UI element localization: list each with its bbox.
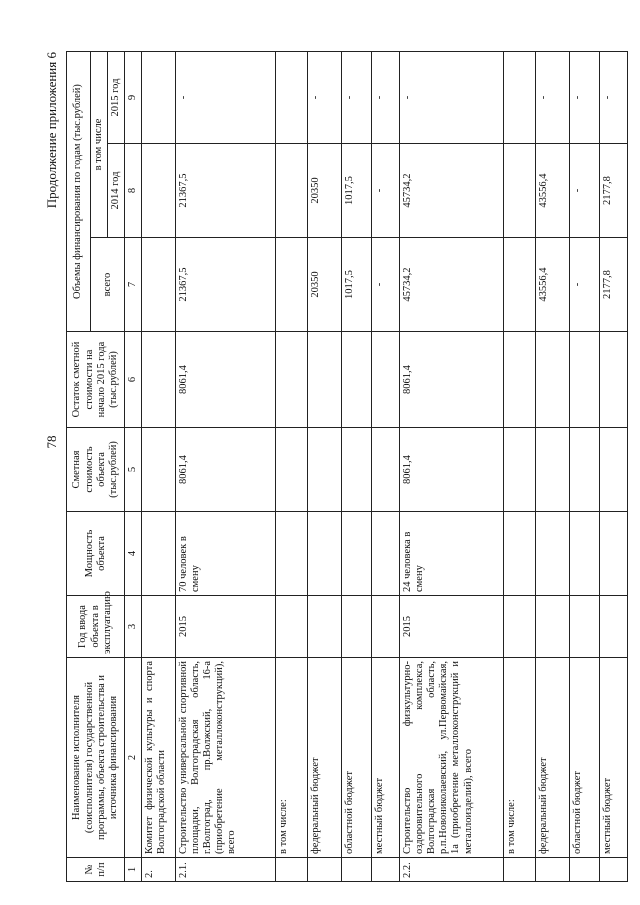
cell-remaining xyxy=(372,332,400,428)
table-row xyxy=(342,52,372,882)
table-row xyxy=(600,52,628,882)
header-remaining: Остаток сметной стоимости на начало 2015 года (тыс.рублей) xyxy=(67,332,125,428)
cell-year xyxy=(536,596,570,658)
column-number: 5 xyxy=(125,428,142,512)
header-cost: Сметная стоимость объекта (тыс.рублей) xyxy=(67,428,125,512)
cell-total xyxy=(142,238,176,332)
cell-y2015 xyxy=(142,52,176,144)
cell-name: в том числе: xyxy=(276,658,308,858)
cell-cost xyxy=(536,428,570,512)
cell-num: 2.1. xyxy=(176,858,276,882)
column-number: 2 xyxy=(125,658,142,858)
cell-capacity xyxy=(536,512,570,596)
header-total: всего xyxy=(91,238,125,332)
table-row xyxy=(570,52,600,882)
cell-year xyxy=(276,596,308,658)
cell-name: областной бюджет xyxy=(570,658,600,858)
cell-remaining xyxy=(342,332,372,428)
cell-y2015: - xyxy=(372,52,400,144)
cell-cost xyxy=(504,428,536,512)
table-row xyxy=(308,52,342,882)
cell-remaining: 8061,4 xyxy=(400,332,504,428)
cell-cost xyxy=(600,428,628,512)
column-number: 8 xyxy=(125,144,142,238)
column-number: 4 xyxy=(125,512,142,596)
cell-capacity xyxy=(142,512,176,596)
financing-table xyxy=(66,51,628,882)
cell-y2014: - xyxy=(570,144,600,238)
cell-y2015: - xyxy=(536,52,570,144)
cell-num xyxy=(504,858,536,882)
table-row xyxy=(176,52,276,882)
cell-remaining xyxy=(600,332,628,428)
cell-total: 1017,5 xyxy=(342,238,372,332)
column-number: 1 xyxy=(125,858,142,882)
header-name: Наименование исполнителя (соисполнителя) государственной программы, объекта строительства и источника финансирования xyxy=(67,658,125,858)
cell-y2014: 45734,2 xyxy=(400,144,504,238)
cell-total: 45734,2 xyxy=(400,238,504,332)
cell-remaining xyxy=(142,332,176,428)
cell-y2014: 20350 xyxy=(308,144,342,238)
cell-y2015: - xyxy=(342,52,372,144)
cell-y2014 xyxy=(276,144,308,238)
cell-year xyxy=(600,596,628,658)
cell-name: Строительство универсальной спортивной площадки, Волгоградская область, г.Волгоград, пр.Волжский, 16-а (приобретение металлоконструкций), всего xyxy=(176,658,276,858)
cell-cost: 8061,4 xyxy=(400,428,504,512)
table-row xyxy=(504,52,536,882)
cell-capacity xyxy=(600,512,628,596)
cell-remaining xyxy=(308,332,342,428)
cell-remaining xyxy=(536,332,570,428)
cell-year xyxy=(570,596,600,658)
cell-y2015: - xyxy=(600,52,628,144)
table-row xyxy=(276,52,308,882)
header-volume: Объемы финансирования по годам (тыс.рублей) xyxy=(67,52,91,332)
cell-capacity xyxy=(342,512,372,596)
cell-y2014 xyxy=(142,144,176,238)
cell-total: 20350 xyxy=(308,238,342,332)
header-capacity: Мощность объекта xyxy=(67,512,125,596)
cell-name: федеральный бюджет xyxy=(536,658,570,858)
cell-y2015: - xyxy=(308,52,342,144)
cell-cost xyxy=(342,428,372,512)
continuation-label: Продолжение приложения 6 xyxy=(44,52,59,209)
table-row xyxy=(372,52,400,882)
cell-name: местный бюджет xyxy=(600,658,628,858)
cell-total: 21367,5 xyxy=(176,238,276,332)
cell-total xyxy=(504,238,536,332)
cell-name: местный бюджет xyxy=(372,658,400,858)
cell-name: областной бюджет xyxy=(342,658,372,858)
cell-total: - xyxy=(570,238,600,332)
cell-capacity xyxy=(308,512,342,596)
cell-cost xyxy=(570,428,600,512)
cell-total xyxy=(276,238,308,332)
table-row xyxy=(400,52,504,882)
cell-remaining: 8061,4 xyxy=(176,332,276,428)
cell-cost xyxy=(308,428,342,512)
cell-num xyxy=(308,858,342,882)
cell-name: Строительство физкультурно-оздоровительного комплекса, Волгоградская область, р.п.Новониколаевский, ул.Первомайская, 1а (приобретение металлоконструкций и металлоизделий), всего xyxy=(400,658,504,858)
cell-num xyxy=(536,858,570,882)
cell-capacity xyxy=(504,512,536,596)
cell-cost xyxy=(142,428,176,512)
cell-y2014: 1017,5 xyxy=(342,144,372,238)
cell-year xyxy=(342,596,372,658)
cell-capacity xyxy=(570,512,600,596)
cell-year xyxy=(504,596,536,658)
cell-capacity xyxy=(372,512,400,596)
cell-total: 43556,4 xyxy=(536,238,570,332)
cell-y2014: - xyxy=(372,144,400,238)
cell-num: 2. xyxy=(142,858,176,882)
cell-name: федеральный бюджет xyxy=(308,658,342,858)
table-row xyxy=(536,52,570,882)
cell-total: - xyxy=(372,238,400,332)
cell-y2015: - xyxy=(400,52,504,144)
cell-name: Комитет физической культуры и спорта Волгоградской области xyxy=(142,658,176,858)
header-num: № п/п xyxy=(67,858,125,882)
header-2015: 2015 год xyxy=(108,52,125,144)
cell-num xyxy=(372,858,400,882)
cell-num xyxy=(276,858,308,882)
cell-y2014 xyxy=(504,144,536,238)
cell-capacity: 24 человека в смену xyxy=(400,512,504,596)
header-year: Год ввода объекта в эксплуатацию xyxy=(67,596,125,658)
cell-num xyxy=(600,858,628,882)
table-row xyxy=(142,52,176,882)
cell-capacity xyxy=(276,512,308,596)
cell-year xyxy=(372,596,400,658)
header-including: в том числе xyxy=(91,52,108,238)
cell-y2015 xyxy=(504,52,536,144)
cell-num: 2.2. xyxy=(400,858,504,882)
rotated-content xyxy=(44,42,616,882)
cell-y2015 xyxy=(276,52,308,144)
cell-cost xyxy=(372,428,400,512)
cell-year: 2015 xyxy=(176,596,276,658)
column-number: 9 xyxy=(125,52,142,144)
cell-year: 2015 xyxy=(400,596,504,658)
column-number: 6 xyxy=(125,332,142,428)
cell-remaining xyxy=(276,332,308,428)
cell-y2015: - xyxy=(570,52,600,144)
cell-name: в том числе: xyxy=(504,658,536,858)
cell-remaining xyxy=(504,332,536,428)
header-2014: 2014 год xyxy=(108,144,125,238)
cell-y2014: 21367,5 xyxy=(176,144,276,238)
cell-num xyxy=(342,858,372,882)
cell-total: 2177,8 xyxy=(600,238,628,332)
cell-y2014: 2177,8 xyxy=(600,144,628,238)
cell-year xyxy=(308,596,342,658)
cell-remaining xyxy=(570,332,600,428)
column-number: 7 xyxy=(125,238,142,332)
cell-cost: 8061,4 xyxy=(176,428,276,512)
cell-cost xyxy=(276,428,308,512)
cell-year xyxy=(142,596,176,658)
cell-num xyxy=(570,858,600,882)
cell-y2014: 43556,4 xyxy=(536,144,570,238)
cell-y2015: - xyxy=(176,52,276,144)
cell-capacity: 70 человек в смену xyxy=(176,512,276,596)
page-number: 78 xyxy=(44,435,59,449)
column-number: 3 xyxy=(125,596,142,658)
